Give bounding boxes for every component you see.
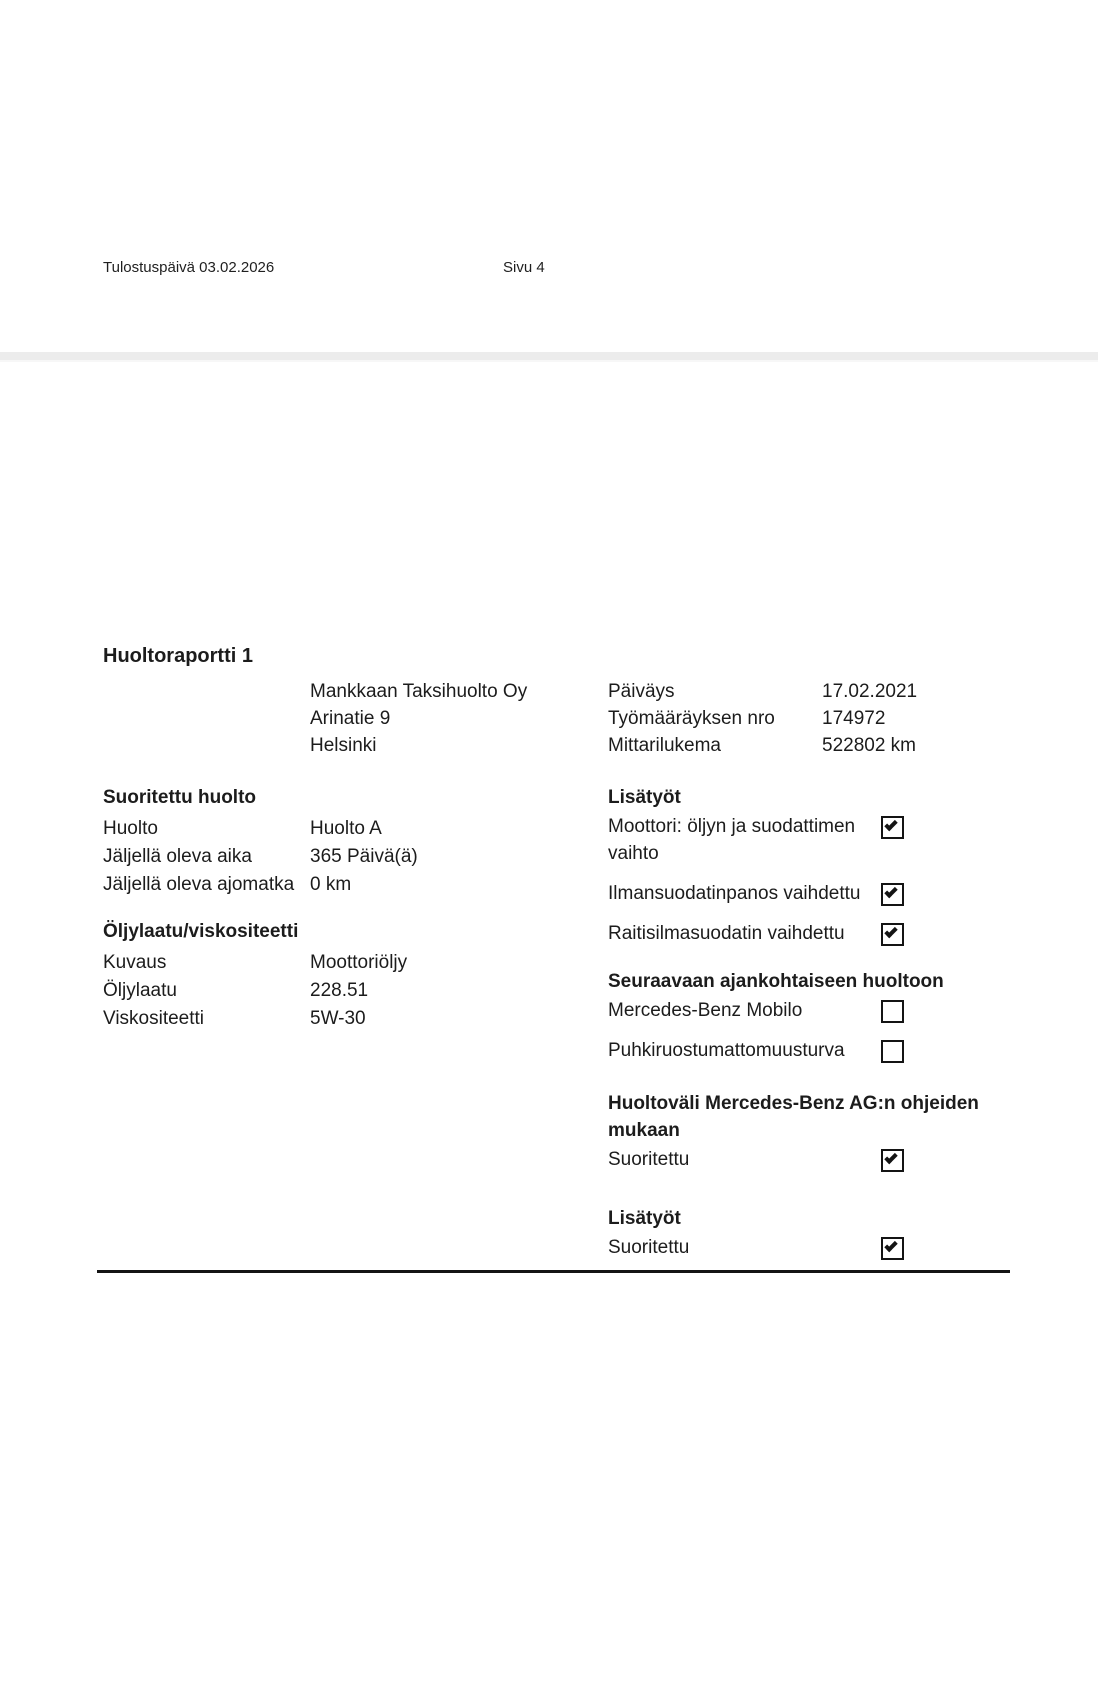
checkbox[interactable] — [881, 1149, 904, 1172]
checklist-item — [608, 997, 905, 1024]
checkbox[interactable] — [881, 1237, 904, 1260]
kv-value: Moottoriöljy — [310, 952, 408, 973]
checklist-item — [608, 1234, 905, 1261]
performed-service-section — [103, 784, 573, 899]
page-separator — [0, 352, 1098, 362]
kv-value: 0 km — [310, 874, 352, 895]
oil-grade-section — [103, 918, 573, 1033]
section-heading-additional-work: Lisätyöt — [608, 787, 681, 808]
checkbox[interactable] — [881, 1000, 904, 1023]
kv-label: Huolto — [103, 818, 158, 839]
checklist-item-label: Suoritettu — [608, 1149, 690, 1170]
meta-label: Päiväys — [608, 681, 675, 702]
meta-value: 522802 km — [822, 735, 917, 756]
section-heading: Suoritettu huolto — [103, 787, 257, 808]
checkbox[interactable] — [881, 816, 904, 839]
checkbox[interactable] — [881, 883, 904, 906]
kv-label: Kuvaus — [103, 952, 167, 973]
checklist-item — [608, 920, 905, 947]
report-meta-block — [608, 678, 1048, 759]
kv-value: 5W-30 — [310, 1008, 366, 1029]
kv-label: Jäljellä oleva ajomatka — [103, 874, 295, 895]
checkbox[interactable] — [881, 1040, 904, 1063]
checklist-item-label: Suoritettu — [608, 1237, 690, 1258]
kv-row — [103, 949, 573, 977]
meta-value: 17.02.2021 — [822, 681, 918, 702]
checklist-item — [608, 880, 905, 907]
checklist-item — [608, 1037, 905, 1064]
meta-row-odometer — [608, 732, 1048, 759]
checklist-item — [608, 813, 905, 867]
kv-row — [103, 871, 573, 899]
kv-row — [103, 1005, 573, 1033]
checklist-item-label: Mercedes-Benz Mobilo — [608, 1000, 803, 1021]
report-divider-line — [97, 1270, 1010, 1273]
checklist-item-label: Ilmansuodatinpanos vaihdettu — [608, 883, 861, 904]
report-title: Huoltoraportti 1 — [103, 645, 253, 667]
workshop-street: Arinatie 9 — [310, 708, 391, 729]
meta-value: 174972 — [822, 708, 886, 729]
print-date-footer: Tulostuspäivä 03.02.2026 — [103, 259, 275, 276]
section-heading: Öljylaatu/viskositeetti — [103, 921, 299, 942]
workshop-city: Helsinki — [310, 735, 377, 756]
section-heading-additional-work-2: Lisätyöt — [608, 1208, 681, 1229]
page-number-footer: Sivu 4 — [503, 259, 545, 276]
kv-row — [103, 977, 573, 1005]
checklist-item-label: Puhkiruostumattomuusturva — [608, 1040, 845, 1061]
kv-row — [103, 815, 573, 843]
checklist-item — [608, 1146, 905, 1173]
meta-label: Mittarilukema — [608, 735, 721, 756]
kv-label: Viskositeetti — [103, 1008, 205, 1029]
section-heading-next-service: Seuraavaan ajankohtaiseen huoltoon — [608, 971, 944, 992]
kv-value: 365 Päivä(ä) — [310, 846, 418, 867]
checkmark-icon — [884, 1151, 897, 1164]
checklist-column — [608, 784, 1048, 1274]
kv-label: Öljylaatu — [103, 980, 177, 1001]
checkmark-icon — [884, 818, 897, 831]
checklist-item-label: Moottori: öljyn ja suodattimen vaihto — [608, 816, 856, 864]
kv-value: Huolto A — [310, 818, 382, 839]
workshop-address-block — [310, 678, 527, 759]
checkmark-icon — [884, 925, 897, 938]
meta-row-date — [608, 678, 1048, 705]
meta-row-work-order — [608, 705, 1048, 732]
checklist-item-label: Raitisilmasuodatin vaihdettu — [608, 923, 845, 944]
section-heading-service-interval: Huoltoväli Mercedes-Benz AG:n ohjeiden mukaan — [608, 1093, 979, 1141]
kv-row — [103, 843, 573, 871]
checkmark-icon — [884, 1239, 897, 1252]
kv-value: 228.51 — [310, 980, 369, 1001]
meta-label: Työmääräyksen nro — [608, 708, 775, 729]
checkbox[interactable] — [881, 923, 904, 946]
workshop-name: Mankkaan Taksihuolto Oy — [310, 681, 528, 702]
kv-label: Jäljellä oleva aika — [103, 846, 252, 867]
checkmark-icon — [884, 885, 897, 898]
